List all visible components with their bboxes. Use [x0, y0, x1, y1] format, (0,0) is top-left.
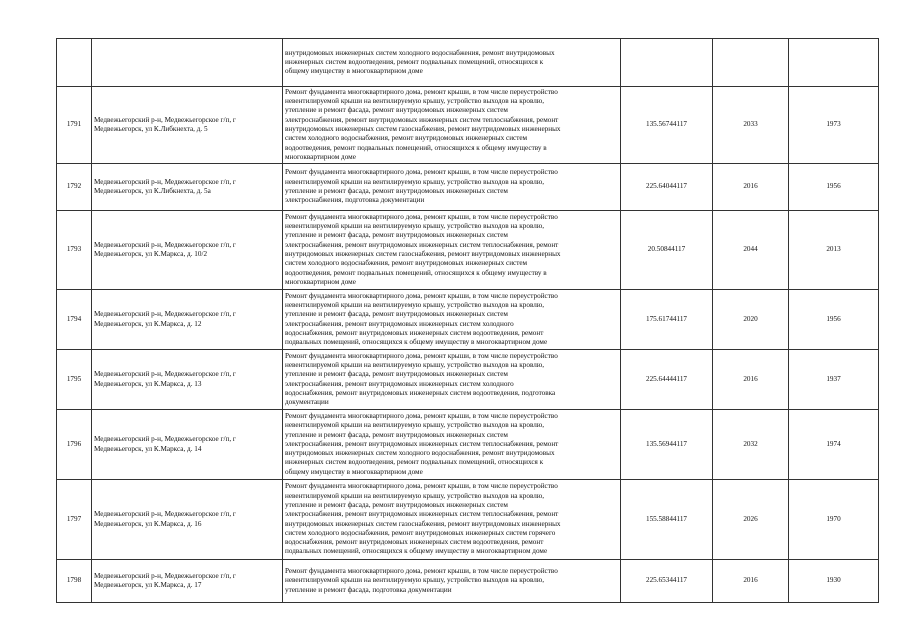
repair-works: Ремонт фундамента многоквартирного дома, ремонт крыши, в том числе переустройство невентилируемой крыши на вентилируемую крышу, устройство выходов на кровлю, утепление и ремонт фасада, ремонт внутридомовых инженерных систем электроснабжения, ремонт внутридомовых инженерных систем холодного водоснабжения, ремонт внутридомовых инженерных систем водоотведения, ремонт подвальных помещений, относящихся к общему имуществу в многоквартирном доме [283, 290, 621, 350]
repair-works: Ремонт фундамента многоквартирного дома, ремонт крыши, в том числе переустройство невентилируемой крыши на вентилируемую крышу, устройство выходов на кровлю, утепление и ремонт фасада, ремонт внутридомовых инженерных систем электроснабжения, ремонт внутридомовых инженерных систем теплоснабжения, ремонт внутридомовых инженерных систем газоснабжения, ремонт внутридомовых инженерных систем холодного водоснабжения, ремонт внутридомовых инженерных систем водоотведения, ремонт подвальных помещений, относящихся к общему имуществу в многоквартирном доме [283, 211, 621, 290]
repair-works: внутридомовых инженерных систем холодного водоснабжения, ремонт внутридомовых инженерных систем водоотведения, ремонт подвальных помещений, относящихся к общему имуществу в многоквартирном доме [283, 39, 621, 87]
repair-cost: 225.64444117 [621, 350, 713, 410]
repair-cost: 135.56944117 [621, 410, 713, 480]
row-number: 1794 [57, 290, 92, 350]
building-address: Медвежьегорский р-н, Медвежьегорское г/п, г Медвежьегорск, ул К.Маркса, д. 12 [92, 290, 283, 350]
building-address: Медвежьегорский р-н, Медвежьегорское г/п, г Медвежьегорск, ул К.Либкнехта, д. 5 [92, 87, 283, 164]
row-number [57, 39, 92, 87]
row-number: 1795 [57, 350, 92, 410]
planned-year: 2016 [713, 560, 789, 603]
repair-works: Ремонт фундамента многоквартирного дома, ремонт крыши, в том числе переустройство невентилируемой крыши на вентилируемую крышу, устройство выходов на кровлю, утепление и ремонт фасада, подготовка документации [283, 560, 621, 603]
construction-year: 1970 [789, 480, 879, 560]
row-number: 1793 [57, 211, 92, 290]
construction-year: 1956 [789, 164, 879, 211]
repair-cost: 20.50844117 [621, 211, 713, 290]
table-row [57, 39, 879, 87]
row-number: 1796 [57, 410, 92, 480]
row-number: 1797 [57, 480, 92, 560]
repair-cost: 225.65344117 [621, 560, 713, 603]
building-address: Медвежьегорский р-н, Медвежьегорское г/п, г Медвежьегорск, ул К.Маркса, д. 17 [92, 560, 283, 603]
table-row [57, 290, 879, 350]
construction-year: 1974 [789, 410, 879, 480]
row-number: 1792 [57, 164, 92, 211]
planned-year: 2016 [713, 350, 789, 410]
repair-works: Ремонт фундамента многоквартирного дома, ремонт крыши, в том числе переустройство невентилируемой крыши на вентилируемую крышу, устройство выходов на кровлю, утепление и ремонт фасада, ремонт внутридомовых инженерных систем электроснабжения, ремонт внутридомовых инженерных систем теплоснабжения, ремонт внутридомовых инженерных систем холодного водоснабжения, ремонт внутридомовых инженерных систем водоотведения, ремонт подвальных помещений, относящихся к общему имуществу в многоквартирном доме [283, 410, 621, 480]
construction-year: 1956 [789, 290, 879, 350]
table-row [57, 410, 879, 480]
row-number: 1798 [57, 560, 92, 603]
planned-year: 2020 [713, 290, 789, 350]
repair-works: Ремонт фундамента многоквартирного дома, ремонт крыши, в том числе переустройство невентилируемой крыши на вентилируемую крышу, устройство выходов на кровлю, утепление и ремонт фасада, ремонт внутридомовых инженерных систем электроснабжения, ремонт внутридомовых инженерных систем теплоснабжения, ремонт внутридомовых инженерных систем газоснабжения, ремонт внутридомовых инженерных систем холодного водоснабжения, ремонт внутридомовых инженерных систем водоотведения, ремонт подвальных помещений, относящихся к общему имуществу в многоквартирном доме [283, 87, 621, 164]
table-row [57, 211, 879, 290]
planned-year: 2032 [713, 410, 789, 480]
construction-year: 2013 [789, 211, 879, 290]
repair-cost: 135.56744117 [621, 87, 713, 164]
repair-works: Ремонт фундамента многоквартирного дома, ремонт крыши, в том числе переустройство невентилируемой крыши на вентилируемую крышу, устройство выходов на кровлю, утепление и ремонт фасада, ремонт внутридомовых инженерных систем электроснабжения, подготовка документации [283, 164, 621, 211]
construction-year: 1930 [789, 560, 879, 603]
repair-program-table [56, 38, 879, 603]
repair-works: Ремонт фундамента многоквартирного дома, ремонт крыши, в том числе переустройство невентилируемой крыши на вентилируемую крышу, устройство выходов на кровлю, утепление и ремонт фасада, ремонт внутридомовых инженерных систем электроснабжения, ремонт внутридомовых инженерных систем теплоснабжения, ремонт внутридомовых инженерных систем газоснабжения, ремонт внутридомовых инженерных систем холодного водоснабжения, ремонт внутридомовых инженерных систем горячего водоснабжения, ремонт внутридомовых инженерных систем водоотведения, ремонт подвальных помещений, относящихся к общему имуществу в многоквартирном доме [283, 480, 621, 560]
construction-year: 1973 [789, 87, 879, 164]
planned-year: 2026 [713, 480, 789, 560]
table-row [57, 560, 879, 603]
building-address [92, 39, 283, 87]
table-row [57, 87, 879, 164]
repair-cost [621, 39, 713, 87]
building-address: Медвежьегорский р-н, Медвежьегорское г/п, г Медвежьегорск, ул К.Либкнехта, д. 5а [92, 164, 283, 211]
repair-works: Ремонт фундамента многоквартирного дома, ремонт крыши, в том числе переустройство невентилируемой крыши на вентилируемую крышу, устройство выходов на кровлю, утепление и ремонт фасада, ремонт внутридомовых инженерных систем электроснабжения, ремонт внутридомовых инженерных систем холодного водоснабжения, ремонт внутридомовых инженерных систем водоотведения, подготовка документации [283, 350, 621, 410]
table-row [57, 164, 879, 211]
repair-cost: 175.61744117 [621, 290, 713, 350]
building-address: Медвежьегорский р-н, Медвежьегорское г/п, г Медвежьегорск, ул К.Маркса, д. 14 [92, 410, 283, 480]
repair-cost: 225.64044117 [621, 164, 713, 211]
building-address: Медвежьегорский р-н, Медвежьегорское г/п, г Медвежьегорск, ул К.Маркса, д. 10/2 [92, 211, 283, 290]
planned-year: 2044 [713, 211, 789, 290]
construction-year: 1937 [789, 350, 879, 410]
planned-year: 2033 [713, 87, 789, 164]
table-row [57, 350, 879, 410]
planned-year [713, 39, 789, 87]
table-row [57, 480, 879, 560]
construction-year [789, 39, 879, 87]
building-address: Медвежьегорский р-н, Медвежьегорское г/п, г Медвежьегорск, ул К.Маркса, д. 13 [92, 350, 283, 410]
row-number: 1791 [57, 87, 92, 164]
repair-cost: 155.58844117 [621, 480, 713, 560]
building-address: Медвежьегорский р-н, Медвежьегорское г/п, г Медвежьегорск, ул К.Маркса, д. 16 [92, 480, 283, 560]
planned-year: 2016 [713, 164, 789, 211]
